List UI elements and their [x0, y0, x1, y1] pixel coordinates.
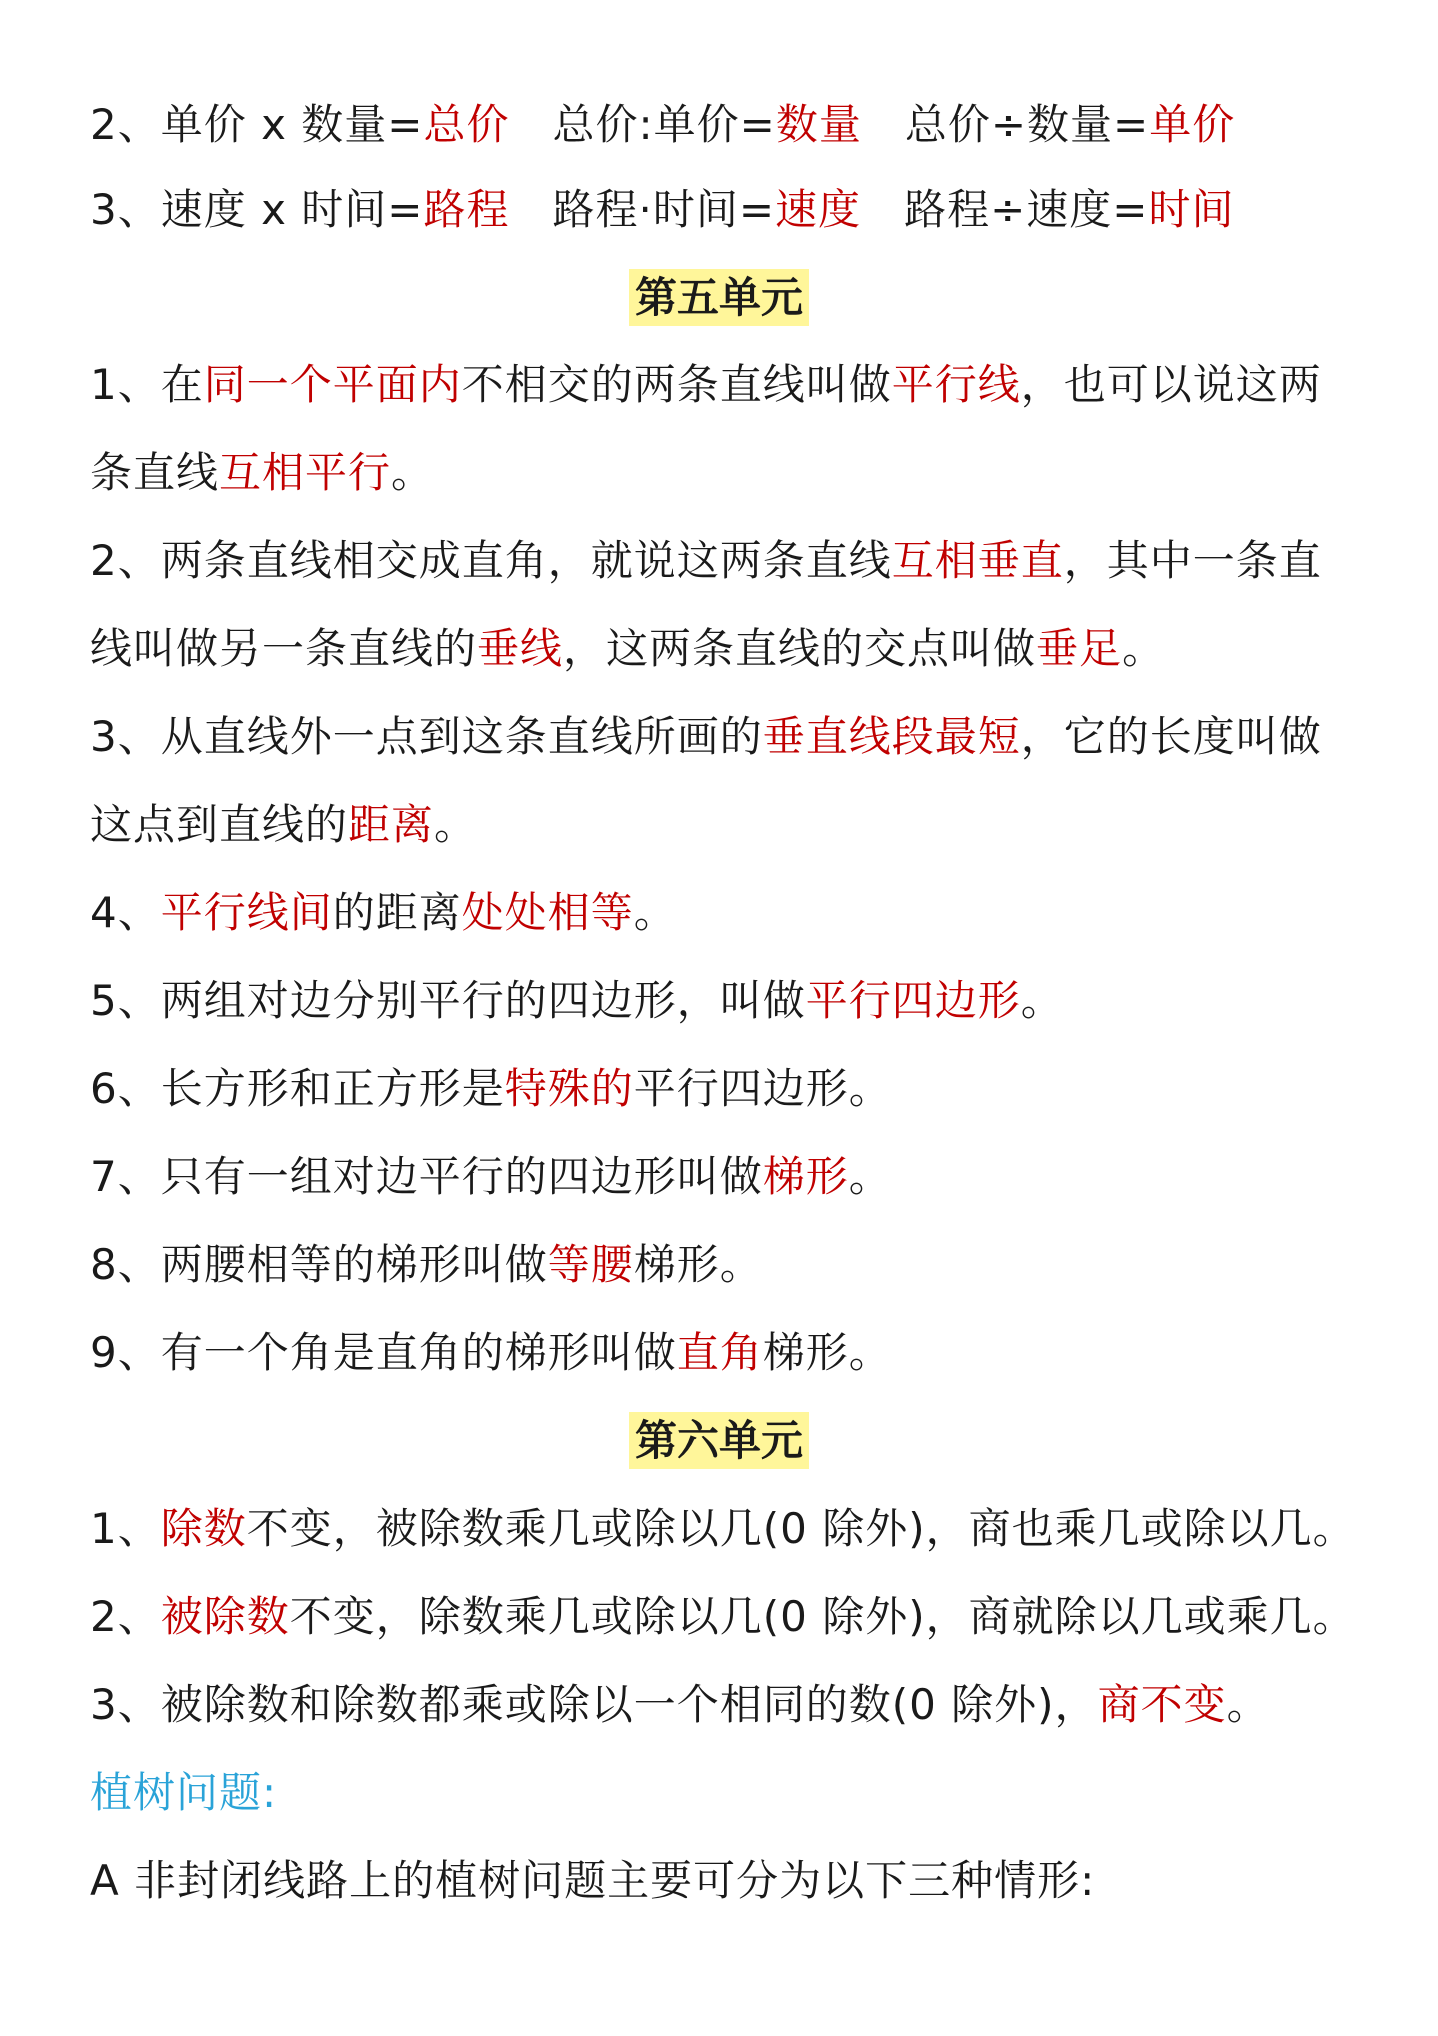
- highlight: 垂线: [477, 624, 564, 673]
- highlight: 特殊的: [504, 1064, 634, 1113]
- text: 路程÷速度=: [861, 185, 1149, 234]
- text: 梯形。: [762, 1328, 892, 1377]
- text: 梯形。: [633, 1240, 763, 1289]
- highlight: 路程: [423, 185, 510, 234]
- text: 7、只有一组对边平行的四边形叫做: [90, 1152, 763, 1201]
- formula-line-3: [90, 180, 1234, 240]
- unit5-item-6: [90, 1059, 892, 1119]
- text: 2、: [90, 1592, 161, 1641]
- highlight: 平行线: [891, 360, 1021, 409]
- text: 1、: [90, 1504, 161, 1553]
- unit5-item-3-line-2: [90, 795, 477, 855]
- text: 。: [633, 888, 677, 937]
- text: 3、速度 x 时间=: [90, 185, 424, 234]
- text: 5、两组对边分别平行的四边形，叫做: [90, 976, 806, 1025]
- unit5-item-1-line-2: [90, 443, 434, 503]
- text: ，其中一条直: [1063, 536, 1322, 585]
- unit5-item-5: [90, 971, 1064, 1031]
- text: 总价÷数量=: [861, 100, 1150, 149]
- unit5-title: 第五单元: [629, 269, 809, 326]
- text: 。: [848, 1152, 892, 1201]
- text: 的距离: [332, 888, 462, 937]
- highlight: 距离: [348, 800, 435, 849]
- formula-line-2: [90, 95, 1235, 155]
- tree-problem-intro: A 非封闭线路上的植树问题主要可分为以下三种情形:: [90, 1856, 1096, 1905]
- text: 4、: [90, 888, 161, 937]
- highlight: 平行四边形: [805, 976, 1021, 1025]
- unit5-item-3-line-1: [90, 707, 1322, 767]
- highlight: 直角: [676, 1328, 763, 1377]
- text: 平行四边形。: [633, 1064, 892, 1113]
- text: 。: [434, 800, 478, 849]
- text: ，它的长度叫做: [1020, 712, 1322, 761]
- highlight: 时间: [1148, 185, 1235, 234]
- text: 不变，除数乘几或除以几(0 除外)，商就除以几或乘几。: [289, 1592, 1356, 1641]
- text: 。: [1122, 624, 1166, 673]
- text: 这点到直线的: [90, 800, 349, 849]
- text: 3、被除数和除数都乘或除以一个相同的数(0 除外)，: [90, 1680, 1098, 1729]
- text: 2、单价 x 数量=: [90, 100, 424, 149]
- text: 。: [1226, 1680, 1270, 1729]
- highlight: 垂直线段最短: [762, 712, 1021, 761]
- highlight: 总价: [423, 100, 510, 149]
- unit6-item-3: [90, 1675, 1270, 1735]
- highlight: 数量: [775, 100, 862, 149]
- text: ，也可以说这两: [1020, 360, 1322, 409]
- unit6-title: 第六单元: [629, 1412, 809, 1469]
- highlight: 垂足: [1036, 624, 1123, 673]
- unit5-item-8: [90, 1235, 763, 1295]
- highlight: 等腰: [547, 1240, 634, 1289]
- unit5-heading: [0, 268, 1438, 328]
- text: ，这两条直线的交点叫做: [563, 624, 1037, 673]
- unit5-item-9: [90, 1323, 892, 1383]
- highlight: 除数: [160, 1504, 247, 1553]
- tree-problem-title: 植树问题:: [90, 1768, 278, 1817]
- highlight: 梯形: [762, 1152, 849, 1201]
- highlight: 互相垂直: [891, 536, 1064, 585]
- text: 不相交的两条直线叫做: [461, 360, 892, 409]
- text: 不变，被除数乘几或除以几(0 除外)，商也乘几或除以几。: [246, 1504, 1356, 1553]
- text: 。: [391, 448, 435, 497]
- unit6-item-1: [90, 1499, 1356, 1559]
- highlight: 平行线间: [160, 888, 333, 937]
- text: 条直线: [90, 448, 220, 497]
- text: 1、在: [90, 360, 204, 409]
- text: 路程·时间=: [509, 185, 776, 234]
- highlight: 处处相等: [461, 888, 634, 937]
- highlight: 单价: [1149, 100, 1236, 149]
- highlight: 商不变: [1097, 1680, 1227, 1729]
- unit5-item-7: [90, 1147, 892, 1207]
- text: 2、两条直线相交成直角，就说这两条直线: [90, 536, 892, 585]
- highlight: 速度: [775, 185, 862, 234]
- text: 总价:单价=: [509, 100, 776, 149]
- unit5-item-4: [90, 883, 677, 943]
- unit6-heading: [0, 1411, 1438, 1471]
- text: 6、长方形和正方形是: [90, 1064, 505, 1113]
- text: 3、从直线外一点到这条直线所画的: [90, 712, 763, 761]
- unit5-item-1-line-1: [90, 355, 1322, 415]
- text: 线叫做另一条直线的: [90, 624, 478, 673]
- unit5-item-2-line-2: [90, 619, 1165, 679]
- text: 8、两腰相等的梯形叫做: [90, 1240, 548, 1289]
- text: 。: [1020, 976, 1064, 1025]
- highlight: 被除数: [160, 1592, 290, 1641]
- highlight: 同一个平面内: [203, 360, 462, 409]
- text: 9、有一个角是直角的梯形叫做: [90, 1328, 677, 1377]
- unit6-item-2: [90, 1587, 1356, 1647]
- highlight: 互相平行: [219, 448, 392, 497]
- unit5-item-2-line-1: [90, 531, 1322, 591]
